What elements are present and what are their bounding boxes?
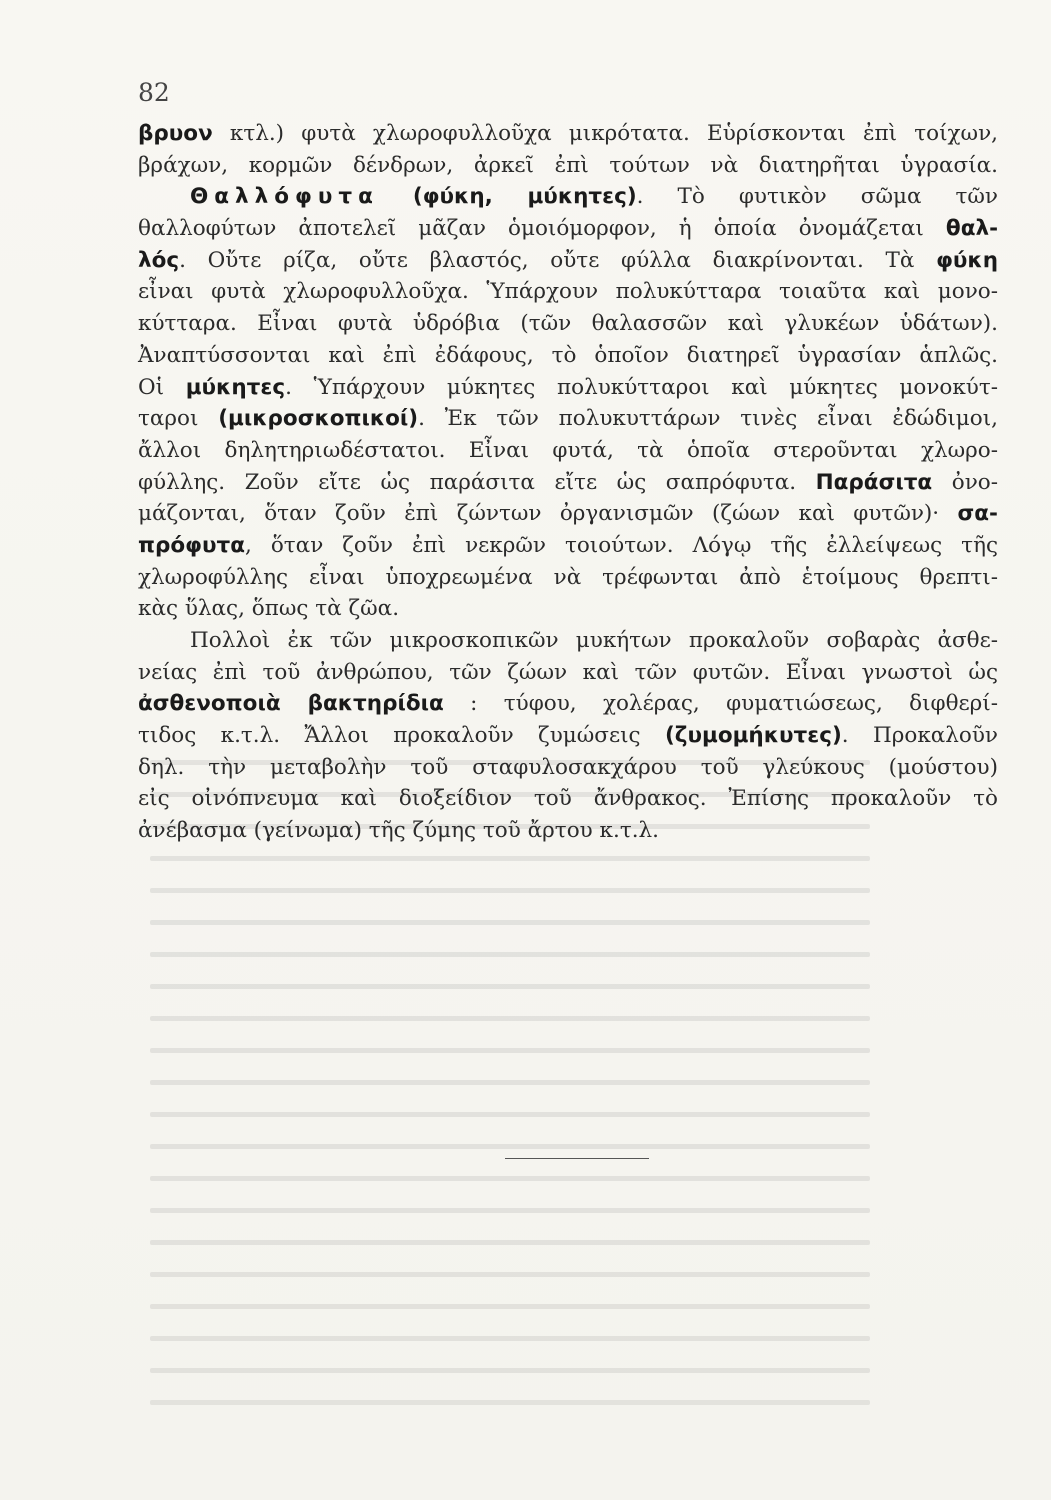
text-run: : τύφου, χολέρας, φυματιώσεως, διφθερί- [443,691,999,717]
text-run: φύλλης. Ζοῦν εἴτε ὡς παράσιτα εἴτε ὡς σαπρόφυτα. [138,469,816,495]
page-number: 82 [138,78,170,107]
text-line [138,688,998,720]
text-run: βράχων, κορμῶν δένδρων, ἀρκεῖ ἐπὶ τούτων νὰ διατηρῆται ὑγρασία. [138,152,998,178]
text-line [138,498,998,530]
text-run: ἄλλοι δηλητηριωδέστατοι. Εἶναι φυτά, τὰ ὁποῖα στεροῦνται χλωρο- [138,437,998,463]
text-run: κτλ.) φυτὰ χλωροφυλλοῦχα μικρότατα. Εὑρίσκονται ἐπὶ τοίχων, [212,121,998,146]
text-line [138,276,998,308]
text-line [138,245,998,277]
text-line [138,467,998,499]
text-line [138,752,998,784]
text-line [138,118,998,150]
bold-term: μύκητες [185,374,286,400]
text-line [138,340,998,372]
bold-term: πρόφυτα [138,532,245,558]
text-run: τιδος κ.τ.λ. Ἄλλοι προκαλοῦν ζυμώσεις [138,723,665,749]
text-run: , ὅταν ζοῦν ἐπὶ νεκρῶν τοιούτων. Λόγῳ τῆς ἐλλείψεως τῆς [245,532,998,558]
text-run: νείας ἐπὶ τοῦ ἀνθρώπου, τῶν ζώων καὶ τῶν φυτῶν. Εἶναι γνωστοὶ ὡς [138,659,998,685]
footnote-rule [505,1158,649,1159]
body-text [138,118,998,847]
text-run: θαλλοφύτων ἀποτελεῖ μᾶζαν ὁμοιόμορφον, ἡ ὁποία ὀνομάζεται [138,216,946,242]
text-line [138,308,998,340]
text-run: Ἀναπτύσσονται καὶ ἐπὶ ἐδάφους, τὸ ὁποῖον διατηρεῖ ὑγρασίαν ἁπλῶς. [138,342,998,368]
bold-term: (ζυμομήκυτες) [664,723,842,749]
text-line [138,593,998,625]
text-line [138,815,998,847]
bold-term: ἀσθενοποιὰ βακτηρίδια [138,691,444,717]
text-run: . Ἐκ τῶν πολυκυττάρων τινὲς εἶναι ἐδώδιμοι, [418,406,998,432]
text-run: Οἱ [138,374,186,400]
bold-term: Παράσιτα [815,469,933,495]
text-line [138,625,998,657]
text-run: . Προκαλοῦν [841,723,999,749]
text-run [379,184,413,209]
text-line [138,181,998,213]
text-run: δηλ. τὴν μεταβολὴν τοῦ σταφυλοσακχάρου τοῦ γλεύκους (μούστου) [138,754,998,780]
text-run: εἰς οἰνόπνευμα καὶ διοξείδιον τοῦ ἄνθρακος. Ἐπίσης προκαλοῦν τὸ [138,786,998,812]
bold-term: σα- [957,501,998,527]
text-run: κὰς ὕλας, ὅπως τὰ ζῶα. [138,596,400,622]
text-line [138,530,998,562]
text-line [138,783,998,815]
text-run: κύτταρα. Εἶναι φυτὰ ὑδρόβια (τῶν θαλασσῶν καὶ γλυκέων ὑδάτων). [138,311,998,337]
bold-term: Θαλλόφυτα [190,184,379,210]
bold-term: λός [138,247,180,273]
text-run: . Ὑπάρχουν μύκητες πολυκύτταροι καὶ μύκητες μονοκύτ- [285,374,999,400]
text-run: . Οὔτε ρίζα, οὔτε βλαστός, οὔτε φύλλα διακρίνονται. Τὰ [179,247,937,273]
text-line [138,657,998,689]
bold-term: φύκη [936,247,998,273]
text-run: εἶναι φυτὰ χλωροφυλλοῦχα. Ὑπάρχουν πολυκύτταρα τοιαῦτα καὶ μονο- [138,279,998,305]
bold-term: (μικροσκοπικοί) [218,406,419,432]
text-run: Πολλοὶ ἐκ τῶν μικροσκοπικῶν μυκήτων προκαλοῦν σοβαρὰς ἀσθε- [190,628,998,653]
text-line [138,372,998,404]
bold-term: θαλ- [945,216,998,242]
text-line [138,213,998,245]
text-run: ἀνέβασμα (γείνωμα) τῆς ζύμης τοῦ ἄρτου κ.τ.λ. [138,818,660,844]
text-line [138,720,998,752]
text-line [138,403,998,435]
bleed-through-text [150,760,870,1460]
bold-term: βρυον [138,121,213,146]
text-run: μάζονται, ὅταν ζοῦν ἐπὶ ζώντων ὀργανισμῶν (ζώων καὶ φυτῶν)· [138,501,958,527]
text-line [138,435,998,467]
text-line [138,150,998,182]
text-run: ὀνο- [932,469,998,495]
text-line [138,562,998,594]
text-run: ταροι [138,406,219,432]
text-run: . Τὸ φυτικὸν σῶμα τῶν [636,184,998,210]
bold-term: (φύκη, μύκητες) [412,184,637,210]
text-run: χλωροφύλλης εἶναι ὑποχρεωμένα νὰ τρέφωνται ἀπὸ ἑτοίμους θρεπτι- [138,564,998,590]
